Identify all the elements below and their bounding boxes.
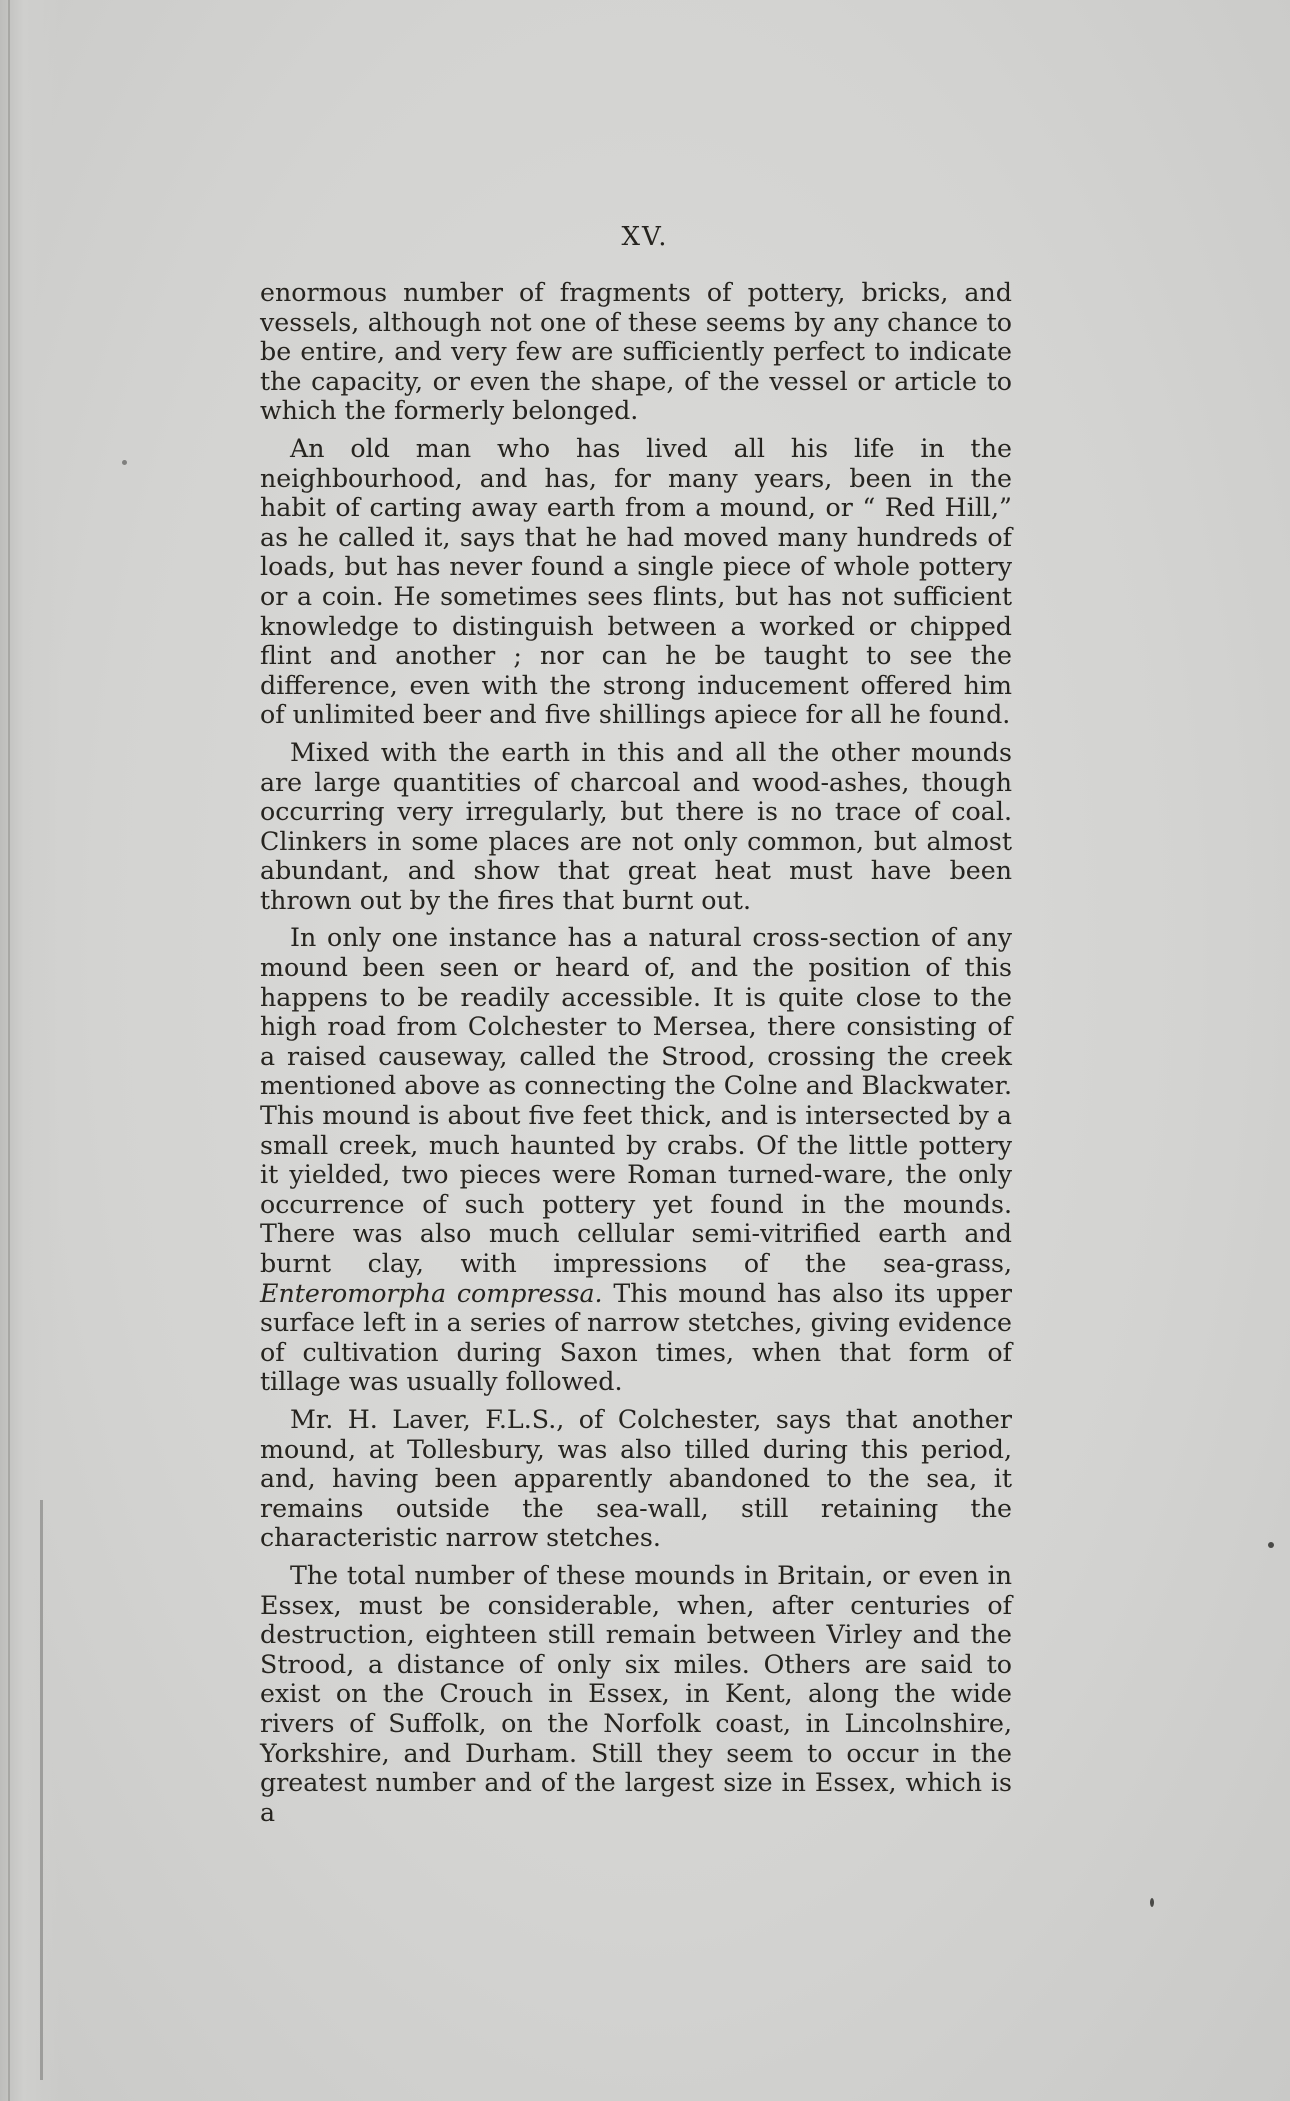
paragraph-laver: Mr. H. Laver, F.L.S., of Colchester, says that another mound, at Tollesbury, was also tilled during this period, and, having been apparently abandoned to the sea, it remains outside the sea-wall, still retaining the characteristic narrow stetches. bbox=[260, 1404, 1012, 1553]
paragraph-total-number: The total number of these mounds in Britain, or even in Essex, must be considerable, when, after centuries of destruction, eighteen still remain between Virley and the Strood, a distance of only six miles. Others are said to exist on the Crouch in Essex, in Kent, along the wide rivers of Suffolk, on the Norfolk coast, in Lincolnshire, Yorkshire, and Durham. Still they seem to occur in the greatest number and of the largest size in Essex, which is a bbox=[260, 1560, 1012, 1827]
binding-line bbox=[8, 0, 10, 2101]
paper-speck bbox=[122, 460, 127, 465]
binding-crease bbox=[40, 1500, 43, 2080]
paragraph-cross-section-part2: This mound has also its upper surface left in a series of narrow stetches, giving evidence of cultivation during Saxon times, when that form of tillage was usually followed. bbox=[260, 1278, 1012, 1397]
paragraph-charcoal: Mixed with the earth in this and all the other mounds are large quantities of charcoal and wood-ashes, though occurring very irregularly, but there is no trace of coal. Clinkers in some places are not only common, but almost abundant, and show that great heat must have been thrown out by the fires that burnt out. bbox=[260, 737, 1012, 915]
paragraph-cross-section-part1: In only one instance has a natural cross-section of any mound been seen or heard of, and the position of this happens to be readily accessible. It is quite close to the high road from Colchester to Mersea, there consisting of a raised causeway, called the Strood, crossing the creek mentioned above as connecting the Colne and Blackwater. This mound is about five feet thick, and is intersected by a small creek, much haunted by crabs. Of the little pottery it yielded, two pieces were Roman turned-ware, the only occurrence of such pottery yet found in the mounds. There was also much cellular semi-vitrified earth and burnt clay, with impressions of the sea-grass, bbox=[260, 923, 1012, 1278]
paragraph-old-man: An old man who has lived all his life in the neighbourhood, and has, for many years, been in the habit of carting away earth from a mound, or “ Red Hill,” as he called it, says that he had moved many hundreds of loads, but has never found a single piece of whole pottery or a coin. He sometimes sees flints, but has not sufficient knowledge to distinguish between a worked or chipped flint and another ; nor can he be taught to see the difference, even with the strong inducement offered him of unlimited beer and five shillings apiece for all he found. bbox=[260, 433, 1012, 730]
page-number: XV. bbox=[621, 222, 669, 252]
paper-speck bbox=[1268, 1542, 1274, 1548]
body-text bbox=[260, 278, 1012, 1835]
paper-speck bbox=[1150, 1898, 1154, 1907]
species-name: Enteromorpha compressa. bbox=[260, 1278, 603, 1308]
paragraph-continued: enormous number of fragments of pottery, bricks, and vessels, although not one of these seems by any chance to be entire, and very few are sufficiently perfect to indicate the capacity, or even the shape, of the vessel or article to which the formerly belonged. bbox=[260, 278, 1012, 426]
paragraph-cross-section bbox=[260, 923, 1012, 1397]
